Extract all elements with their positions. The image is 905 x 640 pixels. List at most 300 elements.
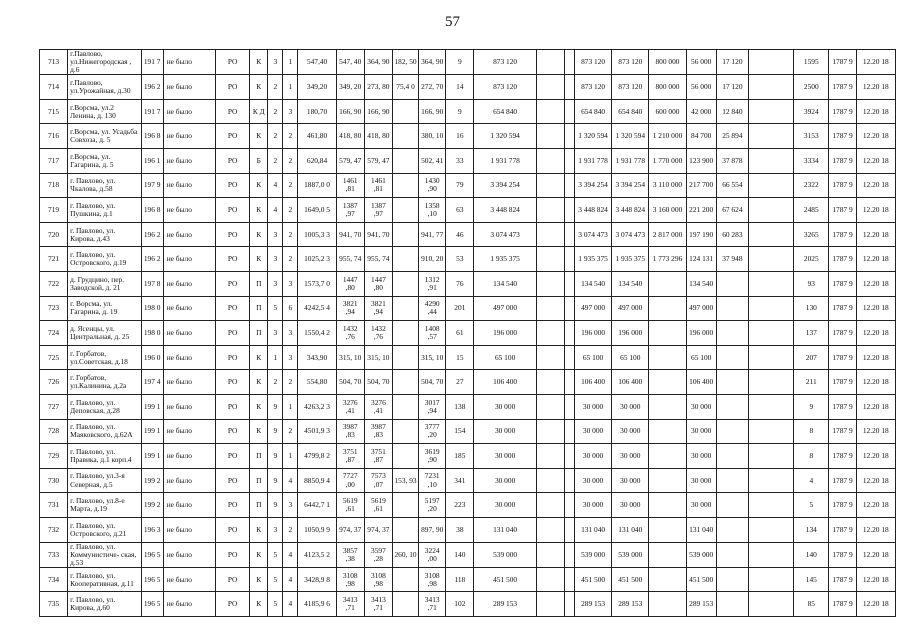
- row-number-cell: 722: [40, 272, 68, 297]
- entrances-cell: 2: [283, 370, 298, 395]
- living-area-cell: 315, 10: [336, 345, 364, 370]
- wall-material-cell: П: [250, 493, 268, 518]
- empty-cell: [748, 75, 793, 100]
- living-area-cell: 3108 ,98: [336, 567, 364, 592]
- limit-cost-cell: 1787 9: [829, 296, 856, 321]
- municipal-area-cell: 75,4 0: [392, 75, 418, 100]
- specific-cost-cell: 8: [794, 444, 829, 469]
- living-area-cell: 3821 ,94: [336, 296, 364, 321]
- table-row: [40, 296, 896, 321]
- entrances-cell: 3: [283, 99, 298, 124]
- cost-part-2-cell: 497 000: [686, 296, 716, 321]
- cost-program-cell: 1 320 594: [574, 124, 611, 149]
- address-cell: г. Ворсма, ул. Гагарина, д. 19: [68, 296, 141, 321]
- fund-a-cell: [536, 173, 564, 198]
- municipal-area-cell: [392, 296, 418, 321]
- floors-cell: 2: [268, 370, 283, 395]
- cost-part-2-cell: 289 153: [686, 592, 716, 617]
- specific-cost-cell: 130: [794, 296, 829, 321]
- living-area-cell: 7727 ,00: [336, 468, 364, 493]
- wall-material-cell: К: [250, 517, 268, 542]
- fund-b-cell: [564, 173, 574, 198]
- living-area-cell: 579, 47: [336, 149, 364, 174]
- cost-program-cell: 539 000: [574, 542, 611, 567]
- municipal-area-cell: [392, 395, 418, 420]
- residents-cell: 140: [446, 542, 474, 567]
- empty-cell: [748, 395, 793, 420]
- deadline-cell: 12.20 18: [856, 444, 895, 469]
- cost-part-2-cell: 197 190: [686, 222, 716, 247]
- table-row: [40, 321, 896, 346]
- address-cell: г.Ворсма, ул. Гагарина, д. 5: [68, 149, 141, 174]
- specific-cost-cell: 140: [794, 542, 829, 567]
- entrances-cell: 6: [283, 296, 298, 321]
- cost-part-3-cell: [716, 592, 748, 617]
- wall-material-cell: К: [250, 198, 268, 223]
- row-number-cell: 733: [40, 542, 68, 567]
- specific-cost-cell: 2500: [794, 75, 829, 100]
- cost-estimate-cell: 289 153: [612, 592, 649, 617]
- specific-cost-cell: 134: [794, 517, 829, 542]
- address-cell: г.Ворсма, ул. Усадьба Совхоза, д. 5: [68, 124, 141, 149]
- deadline-cell: 12.20 18: [856, 321, 895, 346]
- residents-cell: 33: [446, 149, 474, 174]
- cost-part-1-cell: 800 000: [649, 50, 686, 75]
- page-number: 57: [445, 14, 460, 30]
- row-number-cell: 725: [40, 345, 68, 370]
- cost-part-3-cell: [716, 345, 748, 370]
- specific-cost-cell: 137: [794, 321, 829, 346]
- specific-cost-cell: 5: [794, 493, 829, 518]
- private-area-cell: 1461 ,81: [364, 173, 392, 198]
- entrances-cell: 3: [283, 321, 298, 346]
- fund-b-cell: [564, 493, 574, 518]
- row-number-cell: 735: [40, 592, 68, 617]
- residential-area-cell: 380, 10: [419, 124, 446, 149]
- entrances-cell: 3: [283, 272, 298, 297]
- residential-area-cell: 941, 77: [419, 222, 446, 247]
- total-area-cell: 8850,9 4: [298, 468, 336, 493]
- row-number-cell: 727: [40, 395, 68, 420]
- living-area-cell: 955, 74: [336, 247, 364, 272]
- fund-b-cell: [564, 567, 574, 592]
- private-area-cell: 955, 74: [364, 247, 392, 272]
- municipal-area-cell: 153, 93: [392, 468, 418, 493]
- limit-cost-cell: 1787 9: [829, 247, 856, 272]
- deadline-cell: 12.20 18: [856, 542, 895, 567]
- table-row: [40, 99, 896, 124]
- wall-material-cell: Б: [250, 149, 268, 174]
- total-area-cell: 554,80: [298, 370, 336, 395]
- year-built-cell: 196 3: [141, 517, 163, 542]
- address-cell: г. Павлово, ул. Пушкина, д.1: [68, 198, 141, 223]
- cost-part-3-cell: [716, 517, 748, 542]
- residential-area-cell: 4290 ,44: [419, 296, 446, 321]
- residential-area-cell: 272, 70: [419, 75, 446, 100]
- deadline-cell: 12.20 18: [856, 468, 895, 493]
- table-row: [40, 419, 896, 444]
- address-cell: г. Павлово, ул. Островского, д.21: [68, 517, 141, 542]
- cost-part-1-cell: [649, 444, 686, 469]
- owner-type-cell: РО: [216, 395, 250, 420]
- year-built-cell: 196 1: [141, 149, 163, 174]
- specific-cost-cell: 207: [794, 345, 829, 370]
- table-row: [40, 370, 896, 395]
- residential-area-cell: 3017 ,94: [419, 395, 446, 420]
- year-built-cell: 199 1: [141, 419, 163, 444]
- cost-part-2-cell: 123 900: [686, 149, 716, 174]
- table-row: [40, 173, 896, 198]
- capital-repair-status-cell: не было: [163, 444, 215, 469]
- year-built-cell: 199 2: [141, 468, 163, 493]
- cost-program-cell: 497 000: [574, 296, 611, 321]
- total-area-cell: 4185,9 6: [298, 592, 336, 617]
- residents-cell: 341: [446, 468, 474, 493]
- specific-cost-cell: 2485: [794, 198, 829, 223]
- limit-cost-cell: 1787 9: [829, 149, 856, 174]
- living-area-cell: 1461 ,81: [336, 173, 364, 198]
- cost-part-3-cell: 37 948: [716, 247, 748, 272]
- total-cost-cell: 539 000: [474, 542, 536, 567]
- total-cost-cell: 30 000: [474, 395, 536, 420]
- total-cost-cell: 3 074 473: [474, 222, 536, 247]
- owner-type-cell: РО: [216, 468, 250, 493]
- capital-repair-status-cell: не было: [163, 75, 215, 100]
- owner-type-cell: РО: [216, 493, 250, 518]
- floors-cell: 4: [268, 173, 283, 198]
- municipal-area-cell: [392, 419, 418, 444]
- fund-b-cell: [564, 272, 574, 297]
- total-area-cell: 1025,2 3: [298, 247, 336, 272]
- capital-repair-status-cell: не было: [163, 517, 215, 542]
- fund-b-cell: [564, 542, 574, 567]
- cost-estimate-cell: 30 000: [612, 493, 649, 518]
- empty-cell: [748, 419, 793, 444]
- cost-estimate-cell: 3 074 473: [612, 222, 649, 247]
- total-cost-cell: 654 840: [474, 99, 536, 124]
- specific-cost-cell: 85: [794, 592, 829, 617]
- floors-cell: 2: [268, 124, 283, 149]
- residents-cell: 76: [446, 272, 474, 297]
- capital-repair-status-cell: не было: [163, 370, 215, 395]
- cost-estimate-cell: 451 500: [612, 567, 649, 592]
- fund-b-cell: [564, 321, 574, 346]
- address-cell: г. Павлово, ул.8-е Марта, д.19: [68, 493, 141, 518]
- living-area-cell: 974, 37: [336, 517, 364, 542]
- entrances-cell: 2: [283, 173, 298, 198]
- residential-area-cell: 364, 90: [419, 50, 446, 75]
- table-row: [40, 149, 896, 174]
- fund-b-cell: [564, 222, 574, 247]
- specific-cost-cell: 8: [794, 419, 829, 444]
- cost-part-1-cell: 3 110 000: [649, 173, 686, 198]
- wall-material-cell: К: [250, 75, 268, 100]
- fund-a-cell: [536, 395, 564, 420]
- cost-part-1-cell: 1 773 296: [649, 247, 686, 272]
- cost-estimate-cell: 3 394 254: [612, 173, 649, 198]
- year-built-cell: 197 8: [141, 272, 163, 297]
- specific-cost-cell: 93: [794, 272, 829, 297]
- private-area-cell: 504, 70: [364, 370, 392, 395]
- cost-part-1-cell: [649, 272, 686, 297]
- cost-estimate-cell: 1 935 375: [612, 247, 649, 272]
- capital-repair-status-cell: не было: [163, 493, 215, 518]
- fund-a-cell: [536, 493, 564, 518]
- private-area-cell: 166, 90: [364, 99, 392, 124]
- capital-repair-status-cell: не было: [163, 247, 215, 272]
- fund-a-cell: [536, 345, 564, 370]
- total-cost-cell: 1 320 594: [474, 124, 536, 149]
- capital-repair-status-cell: не было: [163, 468, 215, 493]
- table-row: [40, 542, 896, 567]
- total-area-cell: 4123,5 2: [298, 542, 336, 567]
- limit-cost-cell: 1787 9: [829, 592, 856, 617]
- empty-cell: [748, 50, 793, 75]
- capital-repair-status-cell: не было: [163, 395, 215, 420]
- year-built-cell: 196 5: [141, 542, 163, 567]
- cost-program-cell: 30 000: [574, 395, 611, 420]
- address-cell: г. Павлово, ул. Деповская, д.28: [68, 395, 141, 420]
- floors-cell: 2: [268, 149, 283, 174]
- floors-cell: 2: [268, 99, 283, 124]
- total-cost-cell: 451 500: [474, 567, 536, 592]
- cost-part-2-cell: 217 700: [686, 173, 716, 198]
- empty-cell: [748, 517, 793, 542]
- entrances-cell: 3: [283, 493, 298, 518]
- entrances-cell: 4: [283, 592, 298, 617]
- empty-cell: [748, 272, 793, 297]
- empty-cell: [748, 198, 793, 223]
- living-area-cell: 418, 80: [336, 124, 364, 149]
- entrances-cell: 1: [283, 75, 298, 100]
- entrances-cell: 4: [283, 468, 298, 493]
- owner-type-cell: РО: [216, 222, 250, 247]
- cost-part-1-cell: [649, 493, 686, 518]
- total-cost-cell: 134 540: [474, 272, 536, 297]
- cost-part-2-cell: 134 540: [686, 272, 716, 297]
- entrances-cell: 4: [283, 542, 298, 567]
- private-area-cell: 315, 10: [364, 345, 392, 370]
- entrances-cell: 1: [283, 444, 298, 469]
- cost-program-cell: 289 153: [574, 592, 611, 617]
- year-built-cell: 191 7: [141, 50, 163, 75]
- living-area-cell: 349, 20: [336, 75, 364, 100]
- owner-type-cell: РО: [216, 517, 250, 542]
- deadline-cell: 12.20 18: [856, 419, 895, 444]
- total-area-cell: 461,80: [298, 124, 336, 149]
- wall-material-cell: К: [250, 567, 268, 592]
- deadline-cell: 12.20 18: [856, 198, 895, 223]
- fund-a-cell: [536, 542, 564, 567]
- residents-cell: 154: [446, 419, 474, 444]
- row-number-cell: 721: [40, 247, 68, 272]
- wall-material-cell: П: [250, 468, 268, 493]
- table-row: [40, 444, 896, 469]
- total-cost-cell: 131 040: [474, 517, 536, 542]
- cost-program-cell: 3 074 473: [574, 222, 611, 247]
- total-area-cell: 4501,9 3: [298, 419, 336, 444]
- total-cost-cell: 30 000: [474, 444, 536, 469]
- owner-type-cell: РО: [216, 542, 250, 567]
- cost-estimate-cell: 196 000: [612, 321, 649, 346]
- year-built-cell: 196 8: [141, 198, 163, 223]
- fund-a-cell: [536, 296, 564, 321]
- cost-estimate-cell: 654 840: [612, 99, 649, 124]
- cost-part-1-cell: [649, 468, 686, 493]
- table-row: [40, 493, 896, 518]
- cost-part-2-cell: 42 000: [686, 99, 716, 124]
- wall-material-cell: К: [250, 124, 268, 149]
- cost-part-2-cell: 84 700: [686, 124, 716, 149]
- wall-material-cell: К Д: [250, 99, 268, 124]
- floors-cell: 3: [268, 321, 283, 346]
- municipal-area-cell: [392, 567, 418, 592]
- address-cell: д. Грудцино, пер. Заводской, д. 21: [68, 272, 141, 297]
- empty-cell: [748, 567, 793, 592]
- living-area-cell: 1432 ,76: [336, 321, 364, 346]
- address-cell: д. Ясенцы, ул. Центральная, д. 25: [68, 321, 141, 346]
- total-area-cell: 3428,9 8: [298, 567, 336, 592]
- limit-cost-cell: 1787 9: [829, 124, 856, 149]
- cost-part-1-cell: [649, 321, 686, 346]
- municipal-area-cell: [392, 124, 418, 149]
- cost-estimate-cell: 1 931 778: [612, 149, 649, 174]
- residential-area-cell: 1358 ,10: [419, 198, 446, 223]
- wall-material-cell: К: [250, 222, 268, 247]
- cost-part-1-cell: [649, 419, 686, 444]
- wall-material-cell: П: [250, 272, 268, 297]
- total-area-cell: 547,40: [298, 50, 336, 75]
- limit-cost-cell: 1787 9: [829, 567, 856, 592]
- private-area-cell: 974, 37: [364, 517, 392, 542]
- specific-cost-cell: 3334: [794, 149, 829, 174]
- capital-repair-status-cell: не было: [163, 296, 215, 321]
- limit-cost-cell: 1787 9: [829, 370, 856, 395]
- wall-material-cell: П: [250, 296, 268, 321]
- cost-part-2-cell: 124 131: [686, 247, 716, 272]
- specific-cost-cell: 211: [794, 370, 829, 395]
- living-area-cell: 3857 ,38: [336, 542, 364, 567]
- wall-material-cell: К: [250, 592, 268, 617]
- table-row: [40, 75, 896, 100]
- wall-material-cell: К: [250, 50, 268, 75]
- limit-cost-cell: 1787 9: [829, 272, 856, 297]
- fund-b-cell: [564, 296, 574, 321]
- floors-cell: 3: [268, 272, 283, 297]
- private-area-cell: 3987 ,83: [364, 419, 392, 444]
- living-area-cell: 3276 ,41: [336, 395, 364, 420]
- limit-cost-cell: 1787 9: [829, 444, 856, 469]
- residential-area-cell: 166, 90: [419, 99, 446, 124]
- total-area-cell: 6442,7 1: [298, 493, 336, 518]
- cost-program-cell: 106 400: [574, 370, 611, 395]
- deadline-cell: 12.20 18: [856, 222, 895, 247]
- address-cell: г.Павлово, ул.Нижегородская , д.6: [68, 50, 141, 75]
- floors-cell: 3: [268, 222, 283, 247]
- owner-type-cell: РО: [216, 173, 250, 198]
- cost-part-1-cell: [649, 395, 686, 420]
- cost-part-3-cell: [716, 468, 748, 493]
- year-built-cell: 197 9: [141, 173, 163, 198]
- deadline-cell: 12.20 18: [856, 75, 895, 100]
- wall-material-cell: К: [250, 247, 268, 272]
- cost-part-3-cell: [716, 272, 748, 297]
- deadline-cell: 12.20 18: [856, 493, 895, 518]
- total-cost-cell: 1 931 778: [474, 149, 536, 174]
- total-cost-cell: 1 935 375: [474, 247, 536, 272]
- entrances-cell: 4: [283, 567, 298, 592]
- living-area-cell: 1387 ,97: [336, 198, 364, 223]
- cost-part-1-cell: 600 000: [649, 99, 686, 124]
- limit-cost-cell: 1787 9: [829, 99, 856, 124]
- private-area-cell: 273, 80: [364, 75, 392, 100]
- wall-material-cell: П: [250, 321, 268, 346]
- floors-cell: 9: [268, 493, 283, 518]
- private-area-cell: 418, 80: [364, 124, 392, 149]
- owner-type-cell: РО: [216, 272, 250, 297]
- fund-a-cell: [536, 99, 564, 124]
- owner-type-cell: РО: [216, 99, 250, 124]
- year-built-cell: 199 1: [141, 444, 163, 469]
- table-row: [40, 50, 896, 75]
- year-built-cell: 199 2: [141, 493, 163, 518]
- cost-program-cell: 3 394 254: [574, 173, 611, 198]
- empty-cell: [748, 468, 793, 493]
- municipal-area-cell: [392, 198, 418, 223]
- row-number-cell: 718: [40, 173, 68, 198]
- address-cell: г. Горбатов, ул.Советская, д.18: [68, 345, 141, 370]
- cost-part-3-cell: 25 894: [716, 124, 748, 149]
- cost-estimate-cell: 106 400: [612, 370, 649, 395]
- year-built-cell: 191 7: [141, 99, 163, 124]
- address-cell: г. Павлово, ул. Кооперативная, д.11: [68, 567, 141, 592]
- table-row: [40, 345, 896, 370]
- capital-repair-status-cell: не было: [163, 542, 215, 567]
- cost-estimate-cell: 131 040: [612, 517, 649, 542]
- residential-area-cell: 3619 ,90: [419, 444, 446, 469]
- cost-part-3-cell: [716, 321, 748, 346]
- wall-material-cell: К: [250, 173, 268, 198]
- limit-cost-cell: 1787 9: [829, 222, 856, 247]
- fund-b-cell: [564, 99, 574, 124]
- total-area-cell: 4263,2 3: [298, 395, 336, 420]
- total-cost-cell: 289 153: [474, 592, 536, 617]
- entrances-cell: 2: [283, 222, 298, 247]
- residents-cell: 15: [446, 345, 474, 370]
- total-area-cell: 1649,0 5: [298, 198, 336, 223]
- cost-part-3-cell: [716, 567, 748, 592]
- empty-cell: [748, 124, 793, 149]
- empty-cell: [748, 321, 793, 346]
- cost-part-1-cell: [649, 370, 686, 395]
- living-area-cell: 166, 90: [336, 99, 364, 124]
- empty-cell: [748, 173, 793, 198]
- residents-cell: 79: [446, 173, 474, 198]
- row-number-cell: 726: [40, 370, 68, 395]
- municipal-area-cell: [392, 321, 418, 346]
- cost-part-3-cell: [716, 370, 748, 395]
- private-area-cell: 579, 47: [364, 149, 392, 174]
- cost-part-2-cell: 30 000: [686, 468, 716, 493]
- deadline-cell: 12.20 18: [856, 149, 895, 174]
- address-cell: г. Павлово, ул. Маяковского, д.62А: [68, 419, 141, 444]
- deadline-cell: 12.20 18: [856, 345, 895, 370]
- row-number-cell: 730: [40, 468, 68, 493]
- entrances-cell: 2: [283, 124, 298, 149]
- fund-a-cell: [536, 370, 564, 395]
- residential-area-cell: 502, 41: [419, 149, 446, 174]
- total-cost-cell: 30 000: [474, 468, 536, 493]
